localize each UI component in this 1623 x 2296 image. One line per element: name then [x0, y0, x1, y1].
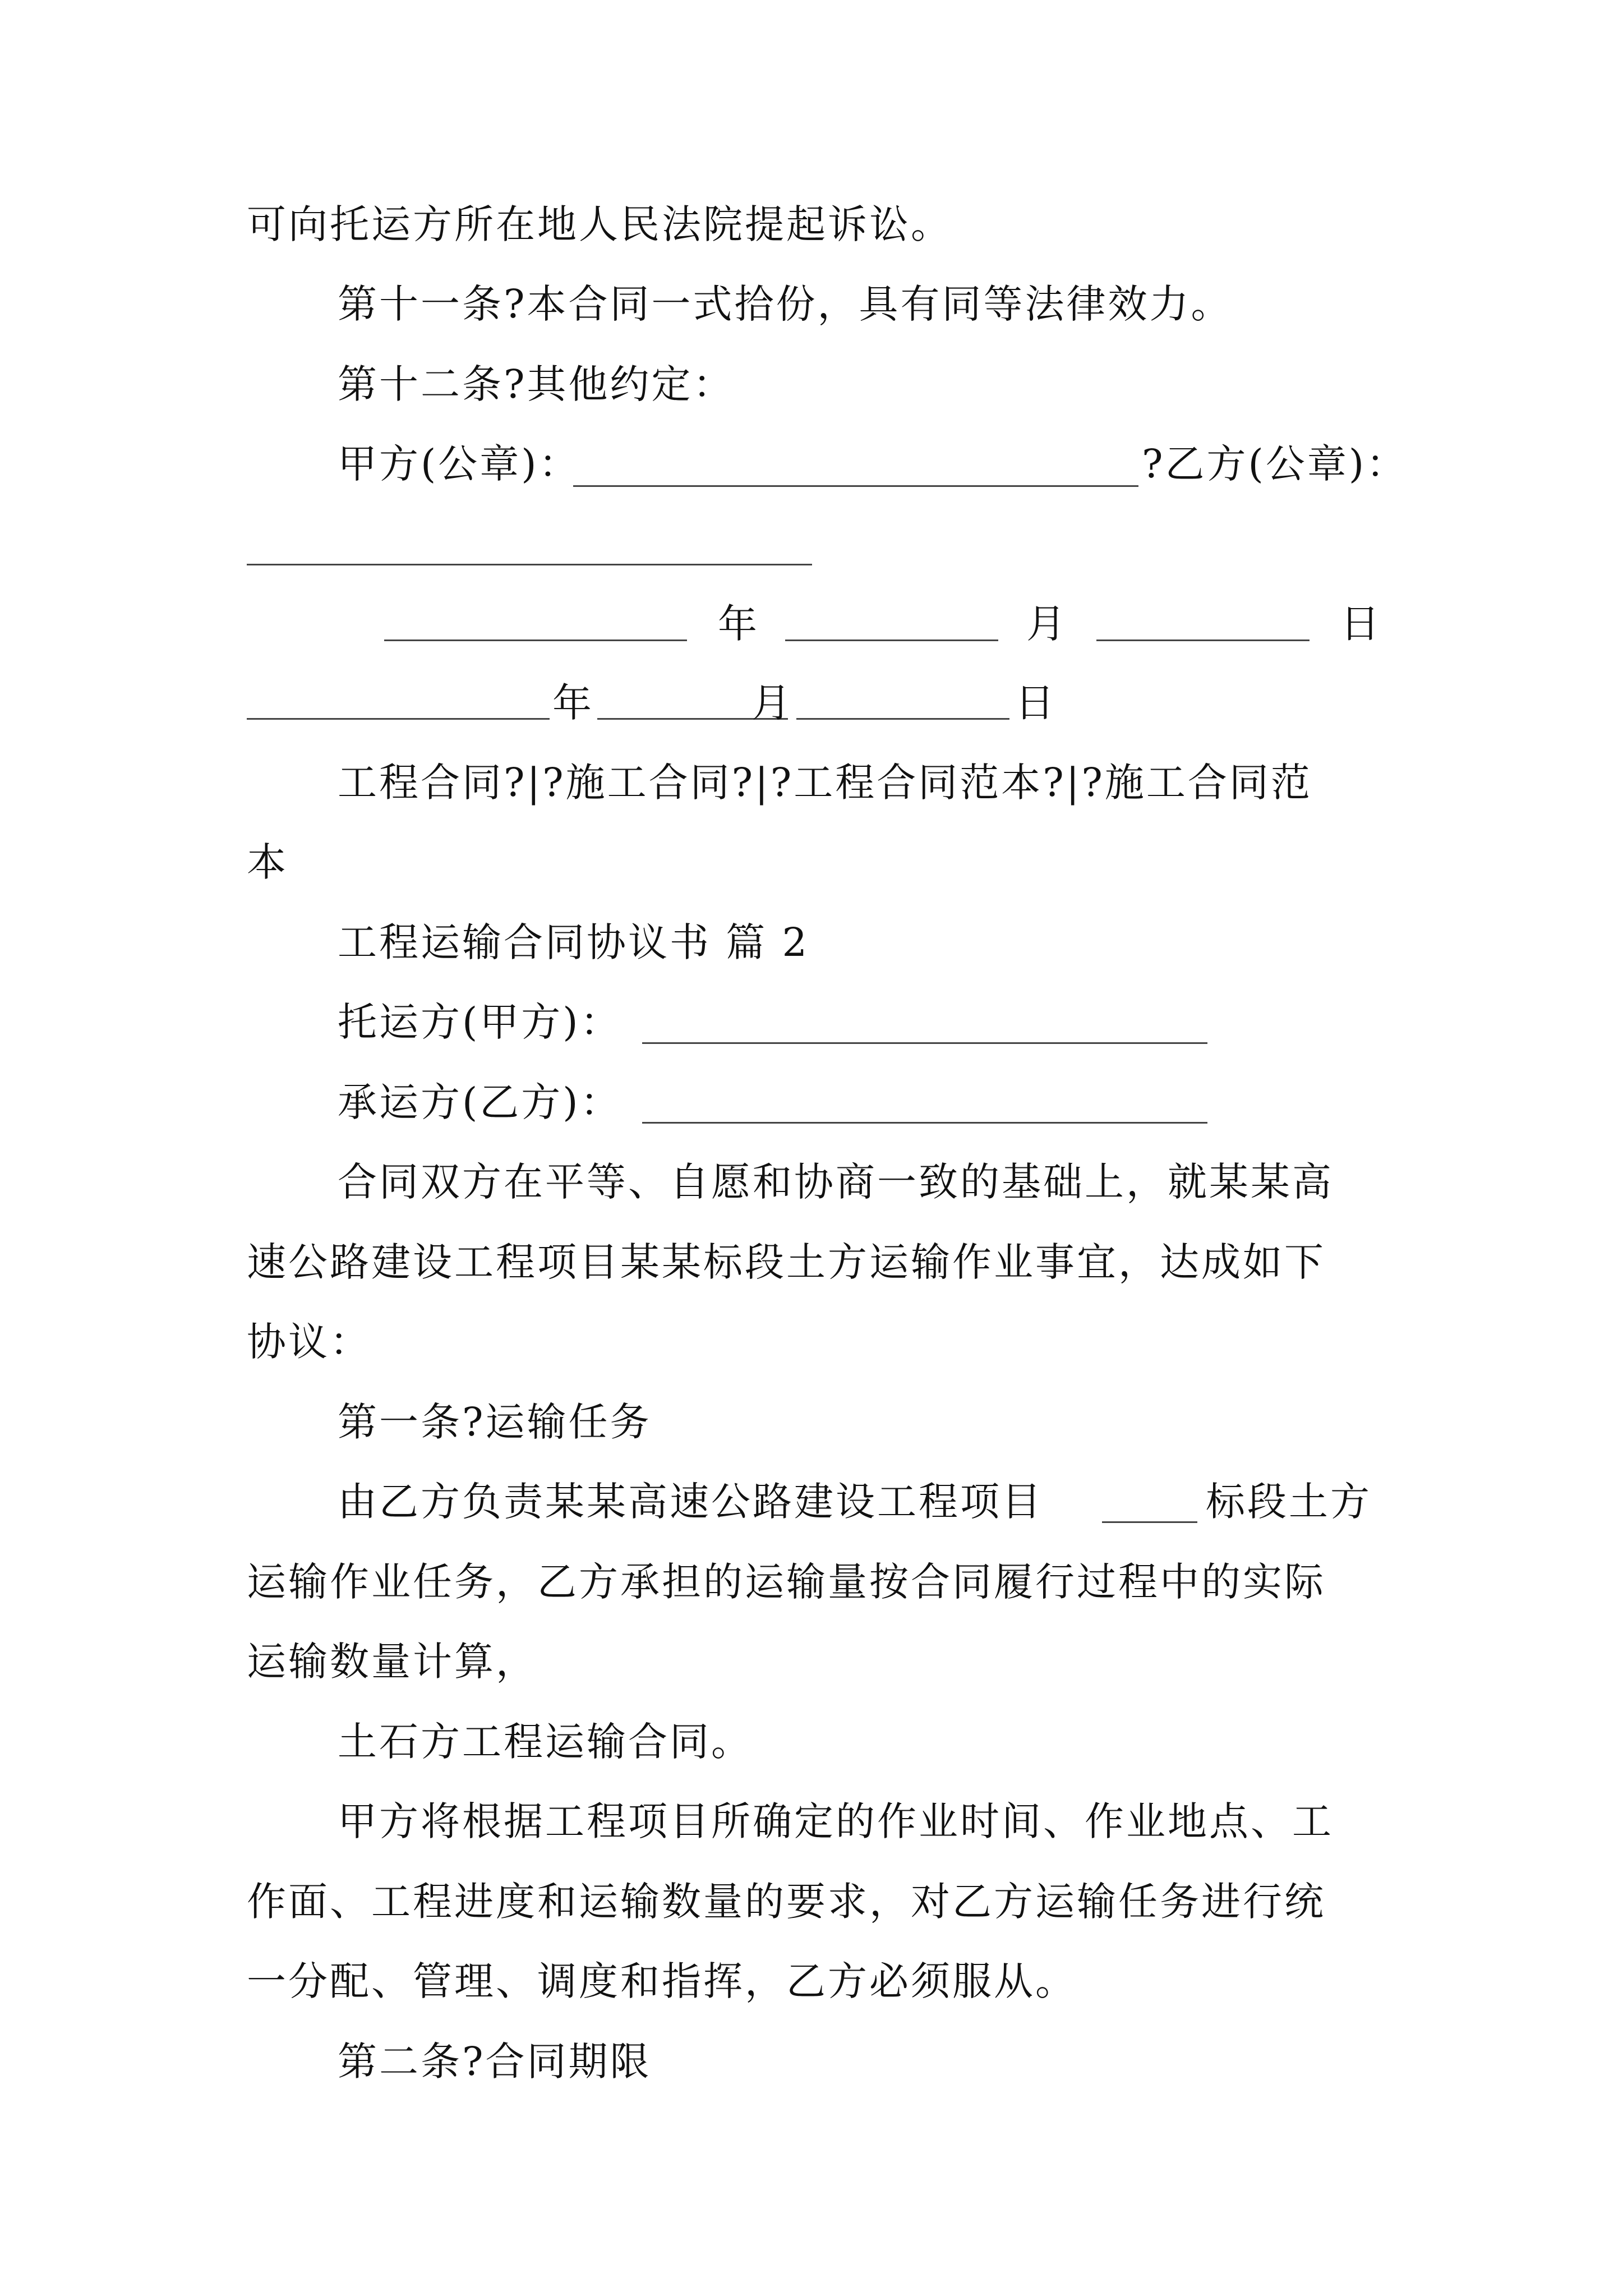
date2-day-blank [796, 718, 1009, 720]
date-year-label: 年 [718, 601, 759, 647]
date-month-label: 月 [1026, 601, 1068, 647]
party-a-seal-blank [573, 485, 1138, 487]
date2-year-blank [247, 718, 550, 720]
date-day-label: 日 [1340, 601, 1382, 647]
date2-year-label: 年 [552, 680, 594, 726]
paragraph-line: 土石方工程运输合同。 [338, 1719, 753, 1765]
carrier-label: 承运方(乙方)： [338, 1079, 622, 1125]
paragraph-line: 运输作业任务，乙方承担的运输量按合同履行过程中的实际 [247, 1559, 1326, 1605]
paragraph-line: 运输数量计算， [247, 1639, 537, 1685]
paragraph-line: 作面、工程进度和运输数量的要求，对乙方运输任务进行统 [247, 1879, 1326, 1925]
tags-line-cont: 本 [247, 839, 288, 885]
clause-12: 第十二条?其他约定： [338, 361, 735, 407]
clause-11: 第十一条?本合同一式拾份，具有同等法律效力。 [338, 281, 1233, 327]
party-b-seal-label: ?乙方(公章)： [1142, 441, 1408, 487]
paragraph-line: 协议： [247, 1319, 371, 1365]
carrier-blank [642, 1122, 1207, 1124]
paragraph-line: 甲方将根据工程项目所确定的作业时间、作业地点、工 [338, 1798, 1334, 1844]
date-year-blank [384, 639, 687, 641]
party-a-seal-label: 甲方(公章)： [338, 441, 580, 487]
date-month-blank [785, 639, 998, 641]
date-day-blank [1096, 639, 1310, 641]
section-number-blank [1102, 1521, 1197, 1523]
clause-1-heading: 第一条?运输任务 [338, 1399, 652, 1445]
paragraph-line: 速公路建设工程项目某某标段土方运输作业事宜，达成如下 [247, 1239, 1326, 1285]
section-heading: 工程运输合同协议书 篇 2 [338, 919, 810, 965]
paragraph-line: 合同双方在平等、自愿和协商一致的基础上，就某某高 [338, 1159, 1334, 1205]
paragraph-line: 可向托运方所在地人民法院提起诉讼。 [247, 201, 952, 247]
paragraph-line: 一分配、管理、调度和指挥，乙方必须服从。 [247, 1958, 1077, 2004]
date2-month-label: 月 [751, 680, 793, 726]
date2-day-label: 日 [1015, 680, 1057, 726]
paragraph-line: 标段土方 [1206, 1479, 1372, 1525]
shipper-label: 托运方(甲方)： [338, 999, 622, 1045]
shipper-blank [642, 1042, 1207, 1044]
clause-2-heading: 第二条?合同期限 [338, 2039, 652, 2085]
party-b-seal-blank [247, 564, 812, 565]
paragraph-line: 由乙方负责某某高速公路建设工程项目 [338, 1479, 1043, 1525]
tags-line: 工程合同?|?施工合同?|?工程合同范本?|?施工合同范 [338, 760, 1312, 806]
